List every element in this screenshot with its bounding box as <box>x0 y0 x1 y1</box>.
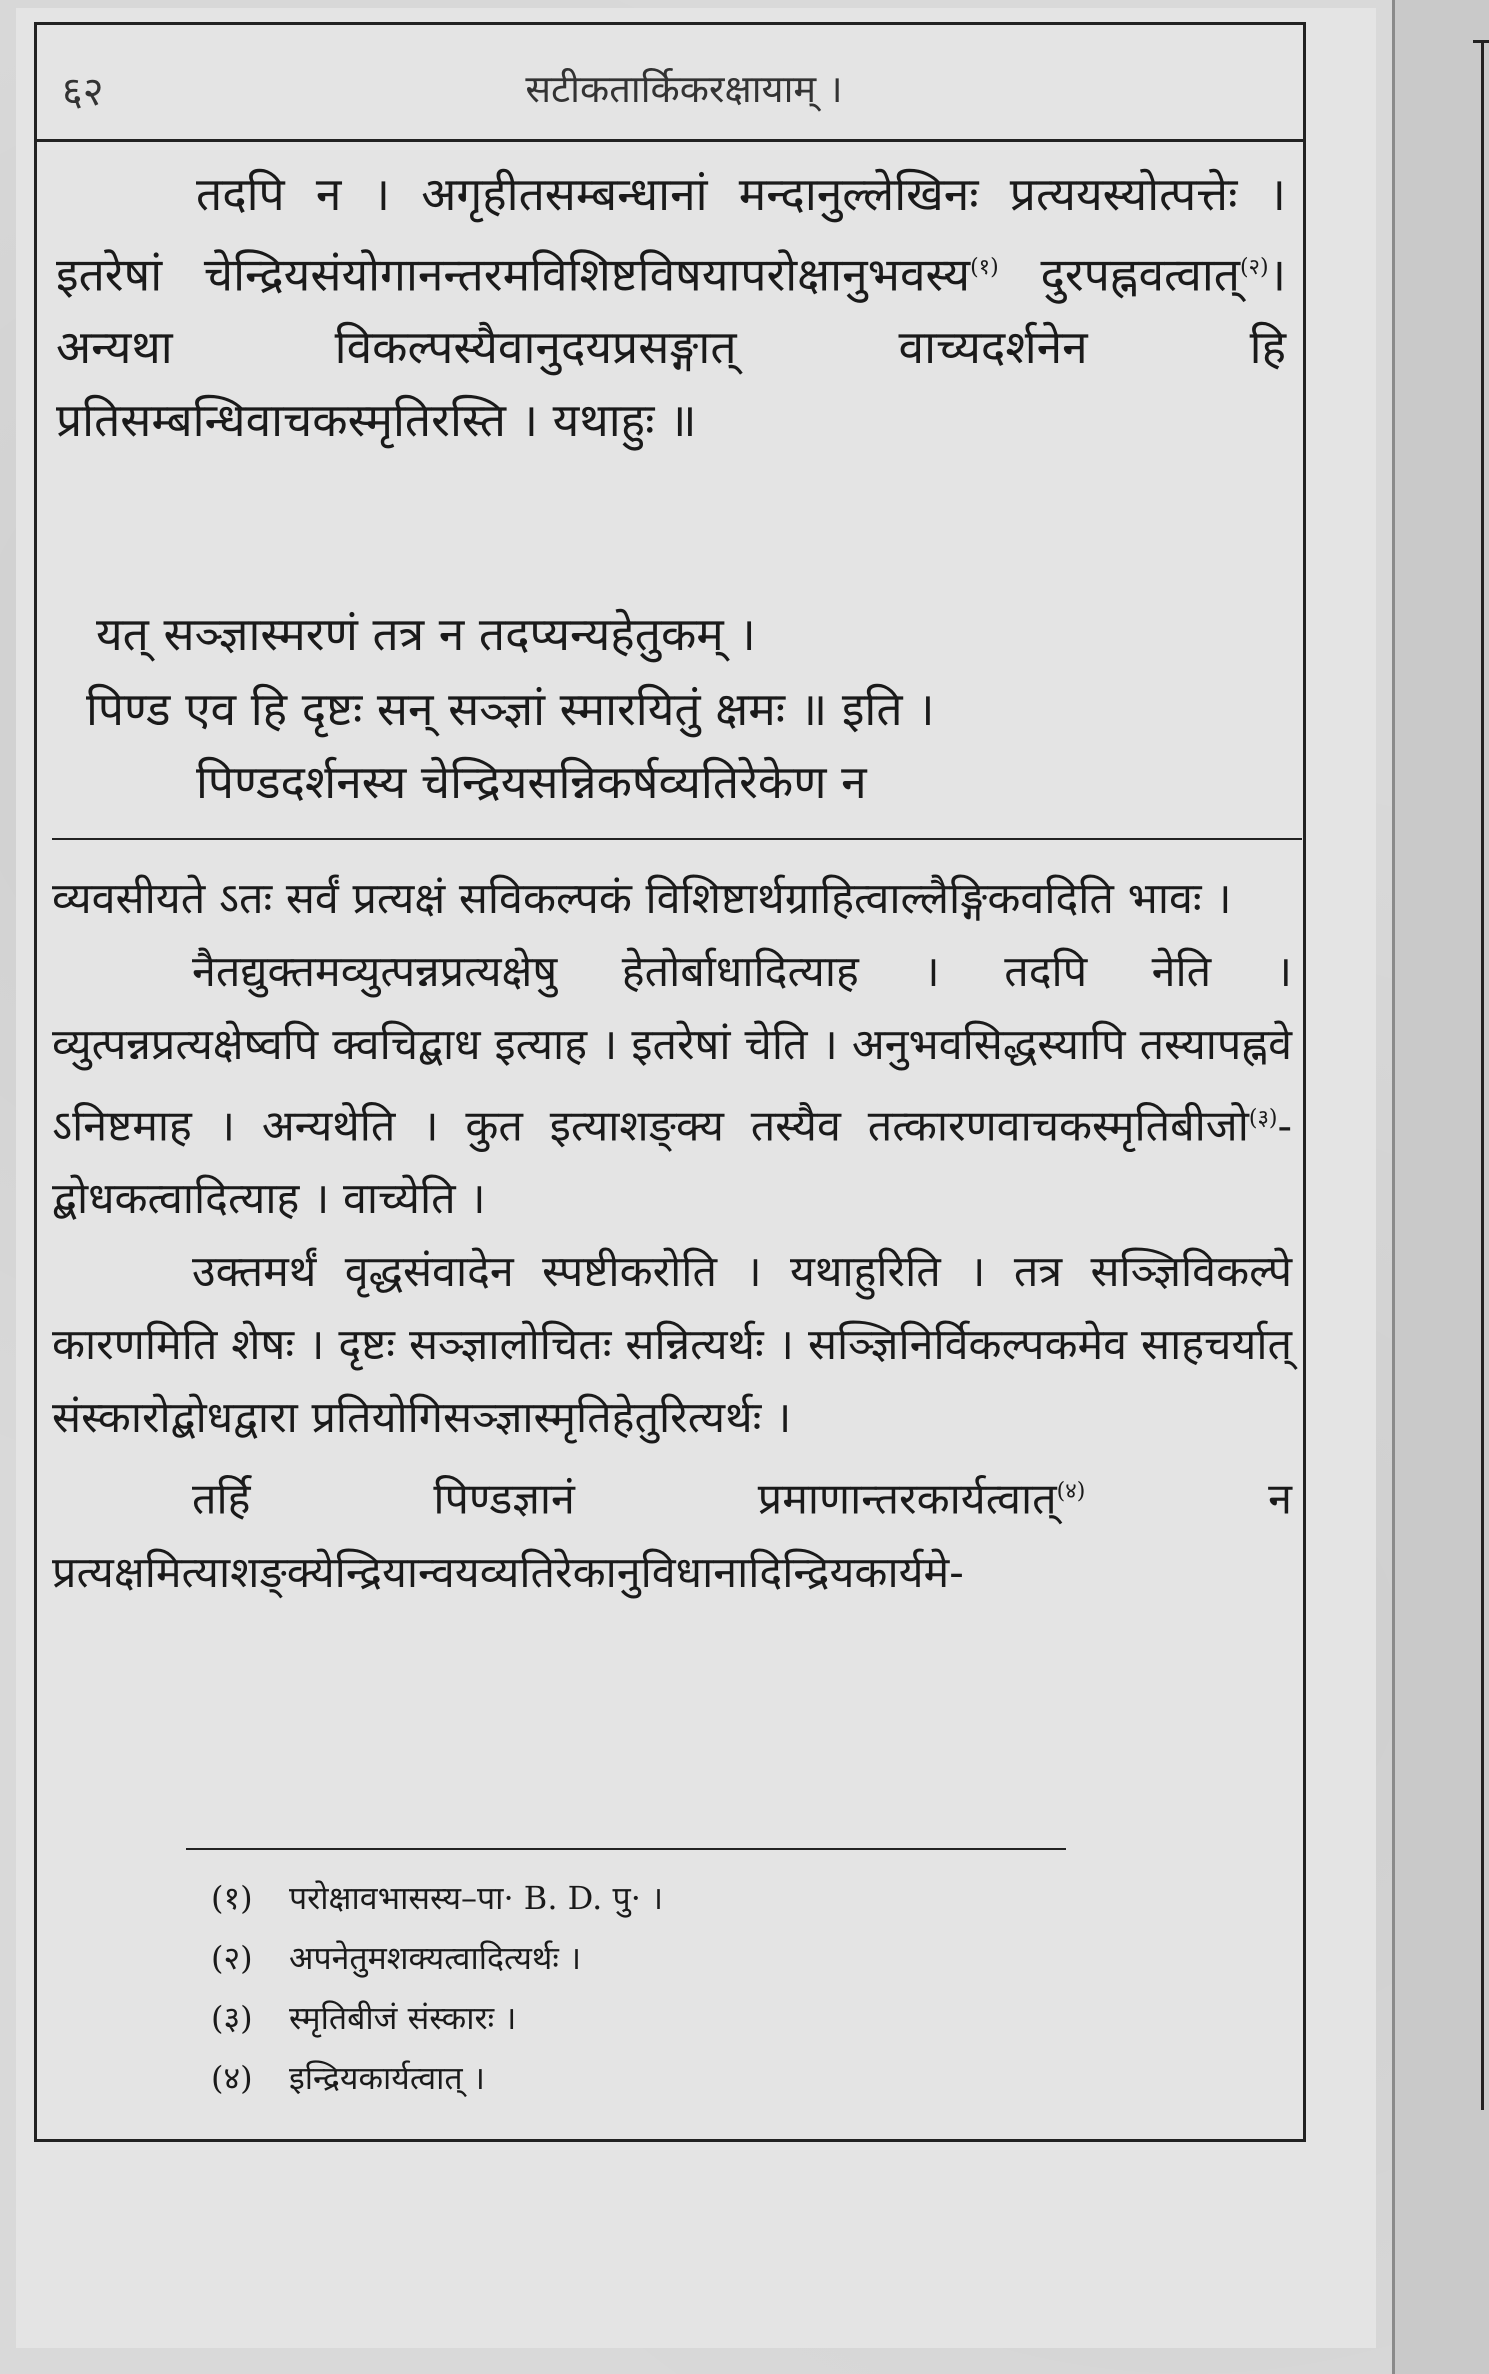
verse-line-2: पिण्ड एव हि दृष्टः सन् सञ्ज्ञां स्मारयितुं क्षमः ॥ इति । <box>86 682 935 736</box>
footnote-divider <box>186 1848 1066 1850</box>
main-continuation: पिण्डदर्शनस्य चेन्द्रियसन्निकर्षव्यतिरेकेण न <box>196 755 867 809</box>
verse-line-1: यत् सञ्ज्ञास्मरणं तत्र न तदप्यन्यहेतुकम् । <box>96 607 756 661</box>
adjacent-page-corner <box>1473 40 1489 43</box>
commentary-text-part: न प्रत्यक्षमित्याशङ्क्येन्द्रियान्वयव्यतिरेकानुविधानादिन्द्रियकार्यमे- <box>52 1474 1292 1598</box>
running-head: सटीकतार्किकरक्षायाम् । <box>525 67 843 111</box>
commentary-text-part: नैतद्युक्तमव्युत्पन्नप्रत्यक्षेषु हेतोर्बाधादित्याह । तदपि नेति । व्युत्पन्नप्रत्यक्षेष्वपि क्वचिद्बाध इत्याह । इतरेषां चेति । अनुभवसिद्धस्यापि तस्यापह्नवे ऽनिष्टमाह । अन्यथेति । कुत इत्याशङ्क्य तस्यैव तत्कारणवाचकस्मृतिबीजो <box>52 947 1292 1152</box>
commentary-text-part: तर्हि पिण्डज्ञानं प्रमाणान्तरकार्यत्वात् <box>192 1474 1057 1525</box>
footnote-number: (२) <box>211 1939 253 1977</box>
commentary-text-part: -द्बोधकत्वादित्याह । वाच्येति । <box>52 1101 1292 1225</box>
main-text <box>56 158 1286 457</box>
footnote-ref: (४) <box>1056 1479 1086 1505</box>
main-text-part: दुरपह्नवत्वात् <box>998 247 1240 302</box>
footnote-text: अपनेतुमशक्यत्वादित्यर्थः । <box>289 1939 582 1977</box>
footnote-text: इन्द्रियकार्यत्वात् । <box>289 2059 485 2097</box>
commentary-paragraph <box>52 936 1292 1236</box>
main-text-part: । अन्यथा विकल्पस्यैवानुदयप्रसङ्गात् वाच्यदर्शनेन हि प्रतिसम्बन्धिवाचकस्मृतिरस्ति । यथाहुः ॥ <box>56 247 1286 448</box>
commentary-paragraph: व्यवसीयते ऽतः सर्वं प्रत्यक्षं सविकल्पकं विशिष्टार्थग्राहित्वाल्लैङ्गिकवदिति भावः । <box>52 874 1232 924</box>
text-commentary-divider <box>52 838 1302 840</box>
adjacent-page-edge <box>1392 0 1489 2374</box>
footnote-ref: (२) <box>1239 255 1269 280</box>
footnote <box>211 2048 1211 2108</box>
page-header <box>34 22 1306 142</box>
footnote <box>211 1928 1211 1988</box>
footnotes <box>211 1868 1211 2108</box>
adjacent-page-border <box>1481 40 1484 2110</box>
footnote <box>211 1988 1211 2048</box>
commentary <box>52 863 1292 1610</box>
commentary-paragraph: उक्तमर्थं वृद्धसंवादेन स्पष्टीकरोति । यथाहुरिति । तत्र सञ्ज्ञिविकल्पे कारणमिति शेषः । दृष्टः सञ्ज्ञालोचितः सन्नित्यर्थः । सञ्ज्ञिनिर्विकल्पकमेव साहचर्यात् संस्कारोद्बोधद्वारा प्रतियोगिसञ्ज्ञास्मृतिहेतुरित्यर्थः । <box>52 1247 1292 1444</box>
book-page <box>16 8 1376 2348</box>
footnote-text: परोक्षावभासस्य–पा· B. D. पु· । <box>289 1879 664 1917</box>
main-text-part: तदपि न । अगृहीतसम्बन्धानां मन्दानुल्लेखिनः प्रत्ययस्योत्पत्तेः । इतरेषां चेन्द्रियसंयोगानन्तरमविशिष्टविषयापरोक्षानुभवस्य <box>56 167 1286 302</box>
footnote-number: (४) <box>211 2059 253 2097</box>
footnote-ref: (३) <box>1248 1106 1278 1131</box>
footnote <box>211 1868 1211 1928</box>
main-paragraph <box>56 158 1286 457</box>
footnote-number: (३) <box>211 1999 253 2037</box>
footnote-text: स्मृतिबीजं संस्कारः । <box>289 1999 517 2037</box>
footnote-number: (१) <box>211 1879 253 1917</box>
footnote-ref: (१) <box>970 255 999 280</box>
commentary-paragraph <box>52 1455 1292 1609</box>
page-number: ६२ <box>62 69 104 115</box>
